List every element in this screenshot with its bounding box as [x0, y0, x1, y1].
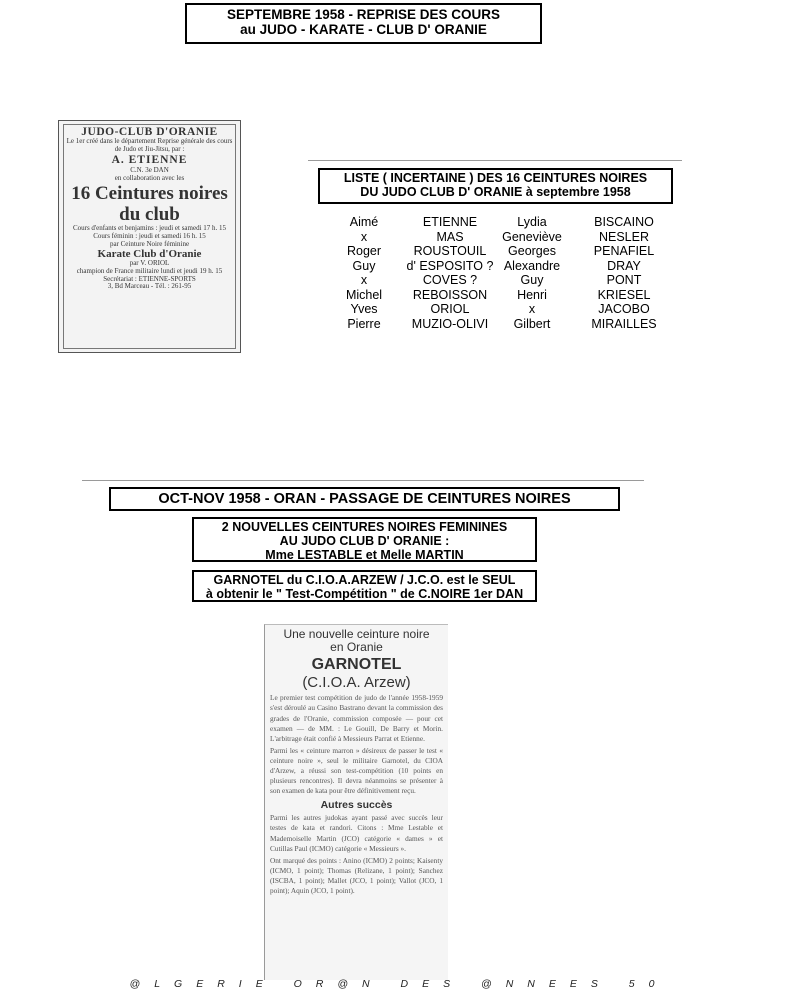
clipping-headline-2: du club	[119, 204, 180, 226]
clipping-karate-by: par V. ORIOL	[129, 259, 170, 268]
clipping2-name: GARNOTEL	[311, 656, 402, 674]
clipping-teacher: A. ETIENNE	[111, 154, 188, 167]
list-item: MAS	[436, 229, 464, 244]
list-item: DRAY	[607, 258, 641, 273]
feminine-line-3: Mme LESTABLE et Melle MARTIN	[265, 548, 464, 562]
list-column-firstnames-1	[335, 215, 393, 331]
list-item: x	[360, 273, 368, 287]
clipping2-club: (C.I.O.A. Arzew)	[302, 674, 411, 692]
clipping2-kicker-1: Une nouvelle ceinture noire	[283, 627, 430, 641]
clipping2-paragraph-2: Parmi les « ceinture marron » désireux de passer le test « ceinture noire », seul le militaire Garnotel, du CIOA d'Arzew, a réussi son test-compétition (10 points en plusieurs rencontres). Il devra néanmoins se présenter à son examen de kata pour être définitivement reçu.	[270, 745, 443, 796]
list-item: REBOISSON	[412, 287, 488, 302]
list-item: ETIENNE	[422, 215, 478, 229]
clipping-karate-title: champion de France militaire lundi et jeudi 19 h. 15	[76, 267, 223, 276]
list-item: Lydia	[517, 215, 547, 229]
clipping-address: 3, Bd Marceau - Tél. : 261-95	[107, 282, 192, 291]
list-item: PENAFIEL	[593, 244, 655, 258]
garnotel-line-1: GARNOTEL du C.I.O.A.ARZEW / J.C.O. est le SEUL	[213, 573, 516, 587]
clipping2-subhead: Autres succès	[320, 799, 393, 812]
list-item: NESLER	[598, 229, 650, 244]
list-item: Aimé	[349, 215, 379, 229]
clipping-headline-1: 16 Ceintures noires	[71, 182, 228, 204]
clipping-schedule-1: Cours d'enfants et benjamins : jeudi et samedi 17 h. 15	[72, 224, 227, 233]
feminine-black-belts-box	[192, 517, 537, 562]
list-item: Henri	[517, 287, 547, 302]
list-item: JACOBO	[598, 302, 650, 316]
clipping-intro: Le 1er créé dans le département Reprise générale des cours de Judo et Jiu-Jitsu, par :	[66, 137, 233, 153]
list-item: BISCAINO	[594, 215, 654, 229]
clipping-rank: C.N. 3e DAN	[130, 166, 169, 175]
list-item: x	[528, 302, 536, 316]
divider-line	[308, 160, 682, 161]
list-item: PONT	[606, 273, 642, 287]
list-item: Gilbert	[513, 316, 551, 331]
list-title-line-1: LISTE ( INCERTAINE ) DES 16 CEINTURES NOIRES	[343, 171, 648, 185]
list-item: MIRAILLES	[591, 316, 657, 331]
list-item: KRIESEL	[597, 287, 651, 302]
feminine-line-2: AU JUDO CLUB D' ORANIE :	[279, 534, 450, 548]
divider-line	[82, 480, 644, 481]
clipping-title: JUDO-CLUB D'ORANIE	[81, 126, 218, 138]
list-item: ROUSTOUIL	[413, 244, 487, 258]
garnotel-line-2: à obtenir le " Test-Compétition " de C.NOIRE 1er DAN	[205, 587, 524, 601]
list-title-box	[318, 168, 673, 204]
list-item: Alexandre	[503, 258, 561, 273]
list-title-line-2: DU JUDO CLUB D' ORANIE à septembre 1958	[360, 185, 631, 199]
clipping-schedule-3: par Ceinture Noire féminine	[109, 239, 190, 248]
list-item: Roger	[346, 244, 382, 258]
list-item: Michel	[345, 287, 383, 302]
list-item: MUZIO-OLIVI	[411, 316, 489, 331]
list-item: Pierre	[347, 316, 381, 331]
footer-watermark: @LGERIE OR@N DES @NNEES 50	[129, 978, 669, 990]
list-column-lastnames-2	[588, 215, 660, 331]
clipping-secretariat: Secrétariat : ETIENNE-SPORTS	[103, 274, 196, 283]
list-item: ORIOL	[430, 302, 470, 316]
list-item: x	[360, 229, 368, 244]
header-line-1: SEPTEMBRE 1958 - REPRISE DES COURS	[226, 7, 501, 22]
list-item: Geneviève	[502, 229, 562, 244]
clipping-karate: Karate Club d'Oranie	[97, 248, 202, 261]
list-item: COVES ?	[422, 273, 478, 287]
list-item: Guy	[352, 258, 376, 273]
list-column-firstnames-2	[500, 215, 564, 331]
newspaper-clipping-garnotel	[264, 624, 448, 980]
list-item: Georges	[508, 244, 556, 258]
newspaper-clipping-judo-club	[58, 120, 241, 353]
feminine-line-1: 2 NOUVELLES CEINTURES NOIRES FEMININES	[221, 520, 508, 534]
garnotel-box	[192, 570, 537, 602]
list-item: Yves	[350, 302, 378, 316]
list-item: d' ESPOSITO ?	[406, 258, 494, 273]
header-line-2: au JUDO - KARATE - CLUB D' ORANIE	[240, 22, 487, 38]
list-column-lastnames-1	[404, 215, 496, 331]
clipping2-paragraph-4: Ont marqué des points : Anino (ICMO) 2 points; Kaisenty (ICMO, 1 point); Thomas (Relizane, 1 point); Sanchez (ISCBA, 1 point); Mallet (JCO, 1 point); Vallot (JCO, 1 point); Aquin (JCO, 1 point).	[270, 855, 443, 895]
clipping2-paragraph-1: Le premier test compétition de judo de l'année 1958-1959 s'est déroulé au Casino Bastrano devant la commission des grades de l'Oranie, commission composée — pour cet examen — de MM. : Le Gouill, De Barry et Morin. L'arbitrage était confié à Messieurs Parrat et Etienne.	[270, 693, 443, 743]
list-item: Guy	[520, 273, 544, 287]
clipping-collab: en collaboration avec les	[114, 174, 185, 183]
clipping2-paragraph-3: Parmi les autres judokas ayant passé avec succès leur testes de kata et randori. Citons : Mme Lestable et Mademoiselle Martin (JCO) catégorie « dames » et Cutillas Paul (ICMO) catégorie « Messieurs ».	[270, 813, 443, 853]
clipping2-kicker-2: en Oranie	[330, 640, 383, 655]
octnov-banner: OCT-NOV 1958 - ORAN - PASSAGE DE CEINTURES NOIRES	[109, 487, 620, 511]
header-box	[185, 3, 542, 44]
clipping-schedule-2: Cours féminin : jeudi et samedi 16 h. 15	[93, 231, 206, 240]
